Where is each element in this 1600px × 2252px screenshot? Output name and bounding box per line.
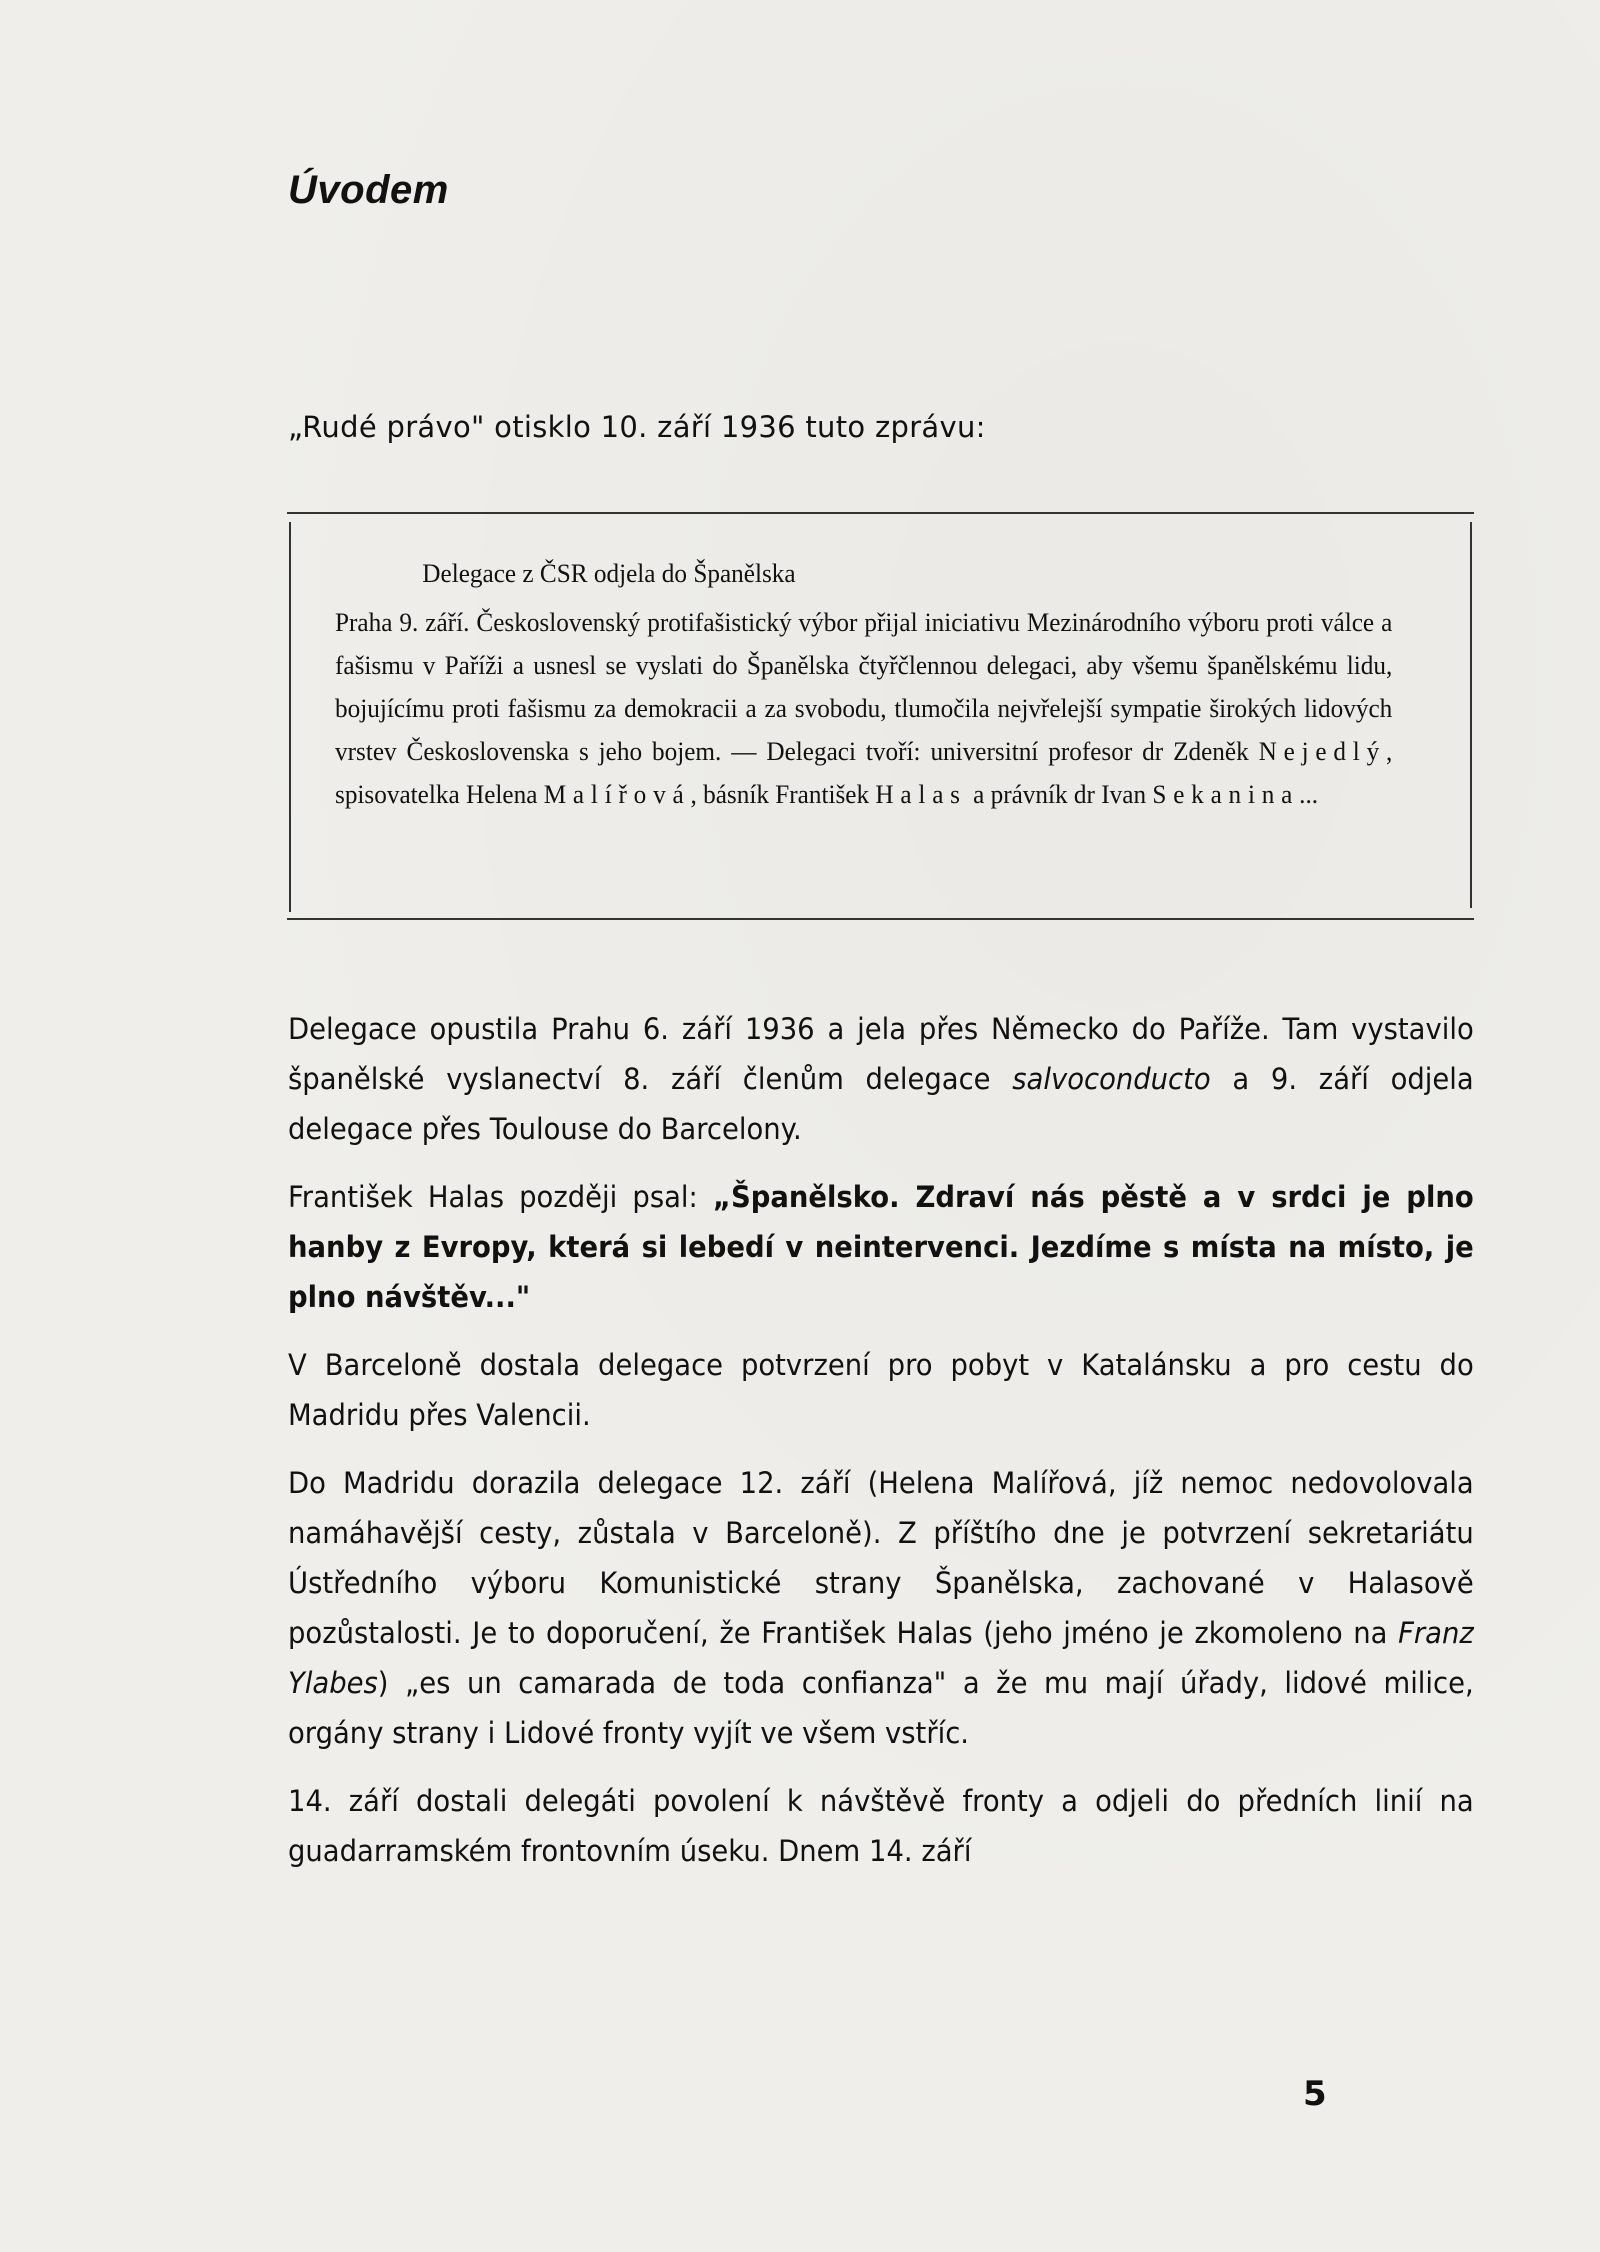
spaced-name-sekanina: Sekanina <box>1152 780 1300 809</box>
paragraph-text: Do Madridu dorazila delegace 12. září (Helena Malířová, jíž nemoc nedovolovala namáhavější cesty, zůstala v Barceloně). Z příštího dne je potvrzení sekretariátu Ústředního výboru Komunistické strany Španělska, zachované v Halasově pozůstalosti. Je to doporučení, že František Halas (jeho jméno je zkomoleno na <box>288 1466 1474 1650</box>
paragraph-text: a 9. září odjela delegace přes Toulouse do Barcelony. <box>288 1062 1474 1146</box>
paragraph-halas-quote <box>288 1172 1474 1322</box>
clipping-ellipsis: ... <box>1299 780 1319 809</box>
paragraph-departure <box>288 1004 1474 1154</box>
clipping-text: a právník dr Ivan <box>966 780 1153 809</box>
clipping-title: Delegace z ČSR odjela do Španělska <box>422 559 796 588</box>
body-text <box>288 1004 1474 1894</box>
spaced-name-halas: Halas <box>875 780 967 809</box>
clipping-body <box>335 601 1392 816</box>
clipping-text: , básník František <box>690 780 876 809</box>
italic-name-franz-ylabes: Franz Ylabes <box>288 1616 1474 1700</box>
paragraph-text: František Halas později psal: <box>288 1180 713 1214</box>
clipping-right-border <box>1470 522 1472 908</box>
bold-quote: „Španělsko. Zdraví nás pěstě a v srdci je plno hanby z Evropy, která si lebedí v neintervenci. Jezdíme s místa na místo, je plno návštěv..." <box>288 1180 1474 1314</box>
italic-term-salvoconducto: salvoconducto <box>1012 1062 1211 1096</box>
paragraph-text: ) „es un camarada de toda confianza" a že mu mají úřady, lidové milice, orgány strany i Lidové fronty vyjít ve všem vstříc. <box>288 1666 1474 1750</box>
page-heading: Úvodem <box>288 168 449 212</box>
clipping-text: Praha 9. září. Československý protifašistický výbor přijal iniciativu Mezinárodního výboru proti válce a fašismu v Paříži a usnesl se vyslati do Španělska čtyřčlennou delegaci, aby všemu španělskému lidu, bojujícímu proti fašismu za demokracii a za svobodu, tlumočila nejvřelejší sympatie širokých lidových vrstev Československa s jeho bojem. — Delegaci tvoří: universitní profesor dr Zdeněk <box>335 608 1393 766</box>
spaced-name-nejedly: Nejedlý <box>1258 737 1386 766</box>
newspaper-clipping <box>287 512 1474 920</box>
paragraph-barcelona: V Barceloně dostala delegace potvrzení pro pobyt v Katalánsku a pro cestu do Madridu přes Valencii. <box>288 1348 1474 1432</box>
clipping-text: , spisovatelka Helena <box>335 737 1393 809</box>
paragraph-madrid <box>288 1458 1474 1758</box>
paragraph-front-visit: 14. září dostali delegáti povolení k návštěvě fronty a odjeli do předních linií na guadarramském frontovním úseku. Dnem 14. září <box>288 1784 1474 1868</box>
intro-line: „Rudé právo" otisklo 10. září 1936 tuto zprávu: <box>288 410 986 444</box>
page-number: 5 <box>1303 2074 1327 2114</box>
spaced-name-malirova: Malířová <box>543 780 691 809</box>
paragraph-text: Delegace opustila Prahu 6. září 1936 a jela přes Německo do Paříže. Tam vystavilo španělské vyslanectví 8. září členům delegace <box>288 1012 1474 1096</box>
clipping-left-border <box>289 522 291 912</box>
clipping-content <box>335 552 1392 816</box>
